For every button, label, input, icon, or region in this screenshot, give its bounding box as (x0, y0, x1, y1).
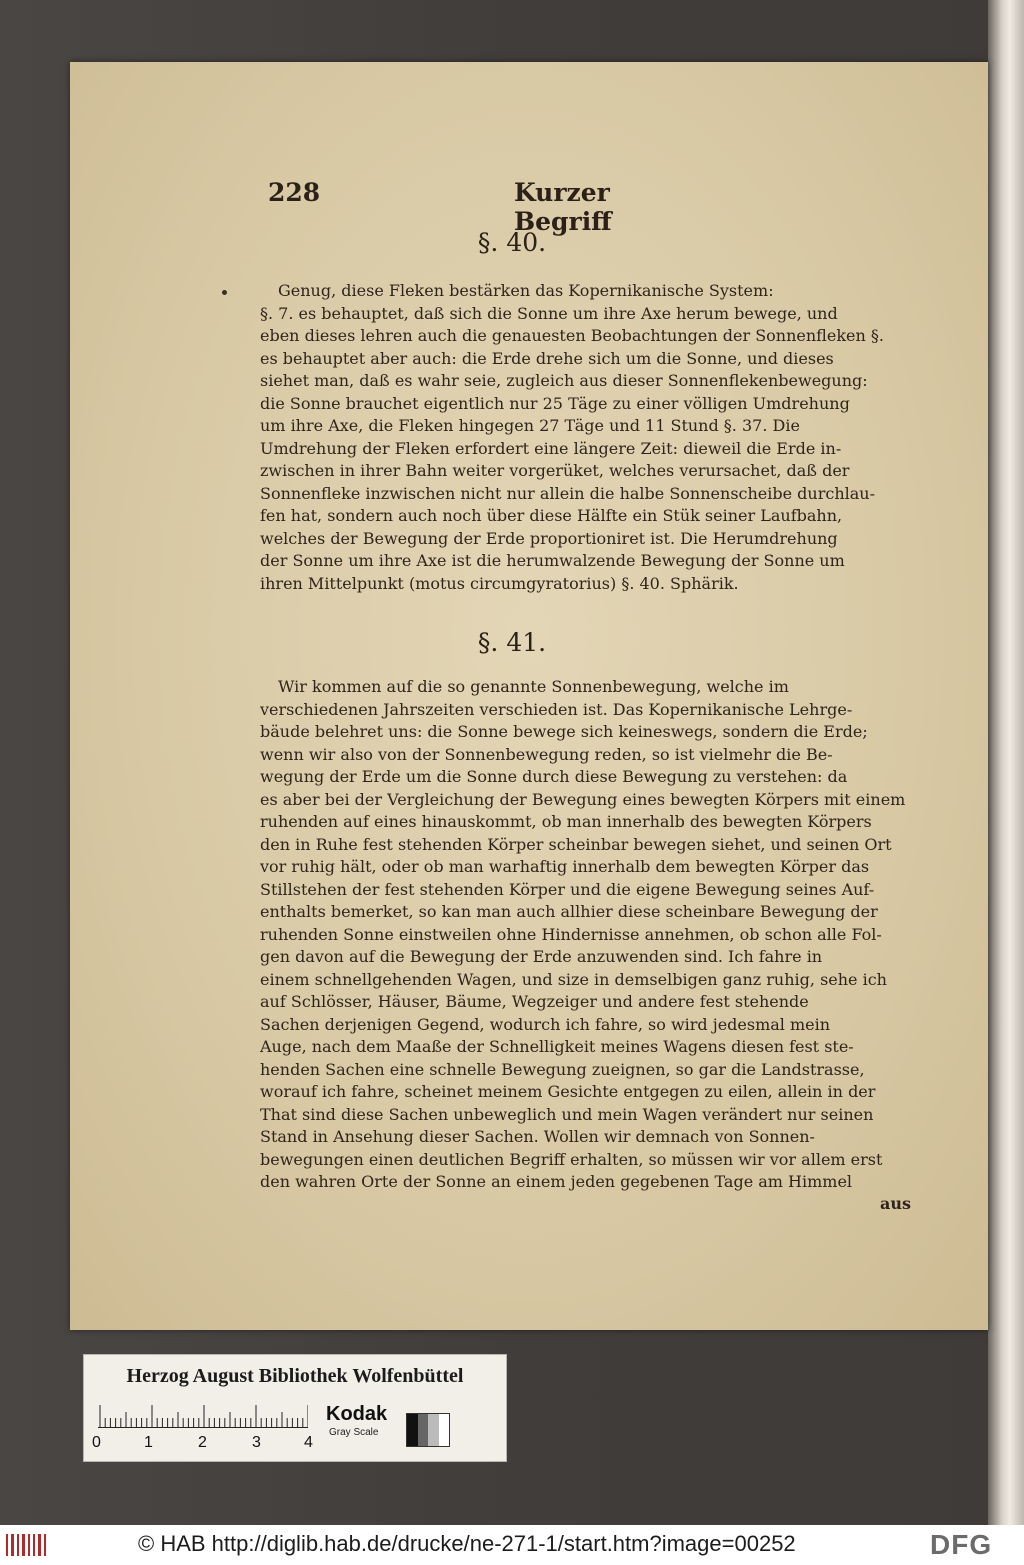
text-line: ihren Mittelpunkt (motus circumgyratorius) §. 40. Sphärik. (260, 573, 739, 593)
margin-mark (222, 290, 227, 295)
text-line: den wahren Orte der Sonne an einem jeden gegebenen Tage am Himmel (260, 1172, 853, 1191)
text-line: welches der Bewegung der Erde proportioniret ist. Die Herumdrehung (260, 528, 838, 548)
text-line: gen davon auf die Bewegung der Erde anzuwenden sind. Ich fahre in (260, 947, 823, 966)
text-line: verschiedenen Jahrszeiten verschieden ist. Das Kopernikanische Lehrge- (260, 699, 853, 719)
hab-logo-icon (6, 1534, 46, 1556)
text-line: Stand in Ansehung dieser Sachen. Wollen wir demnach von Sonnen- (260, 1127, 815, 1146)
section-41-text (260, 676, 930, 1194)
footer-bar (0, 1525, 1024, 1565)
text-line: enthalts bemerket, so kan man auch allhier diese scheinbare Bewegung der (260, 902, 878, 921)
section-title-40: §. 40. (477, 228, 547, 257)
text-line: henden Sachen eine schnelle Bewegung zueignen, so gar die Landstrasse, (260, 1059, 865, 1079)
text-line: fen hat, sondern auch noch über diese Hälfte ein Stük seiner Laufbahn, (260, 506, 843, 525)
text-line: es aber bei der Vergleichung der Bewegung eines bewegten Körpers mit einem (260, 789, 906, 809)
ruler-label: 4 (304, 1434, 313, 1451)
page-header (268, 178, 683, 236)
text-line: der Sonne um ihre Axe ist die herumwalzende Bewegung der Sonne um (260, 551, 845, 570)
text-line: wenn wir also von der Sonnenbewegung reden, so ist vielmehr die Be- (260, 744, 833, 764)
text-line: Auge, nach dem Maaße der Schnelligkeit meines Wagens diesen fest ste- (260, 1037, 854, 1056)
library-name: Herzog August Bibliothek Wolfenbüttel (126, 1365, 464, 1387)
text-line: Genug, diese Fleken bestärken das Kopernikanische System: (278, 281, 774, 300)
text-line: Wir kommen auf die so genannte Sonnenbewegung, welche im (278, 677, 789, 696)
section-title-41: §. 41. (477, 628, 547, 657)
text-line: Umdrehung der Fleken erfordert eine längere Zeit: dieweil die Erde in- (260, 438, 842, 458)
text-line: um ihre Axe, die Fleken hingegen 27 Täge und 11 Stund §. 37. Die (260, 416, 800, 435)
text-line: eben dieses lehren auch die genauesten Beobachtungen der Sonnenfleken §. (260, 326, 884, 345)
section-40-text (260, 280, 930, 595)
library-label (83, 1354, 507, 1462)
text-line: vor ruhig hält, oder ob man warhaftig innerhalb dem bewegten Körper das (260, 857, 870, 876)
text-line: es behauptet aber auch: die Erde drehe sich um die Sonne, und dieses (260, 348, 834, 368)
text-line: That sind diese Sachen unbeweglich und mein Wagen verändert nur seinen (260, 1104, 874, 1124)
text-line: den in Ruhe fest stehenden Körper scheinbar bewegen siehet, und seinen Ort (260, 834, 892, 854)
kodak-logo: Kodak (326, 1403, 388, 1425)
text-line: ruhenden Sonne einstweilen ohne Hindernisse annehmen, ob schon alle Fol- (260, 924, 882, 944)
text-line: auf Schlösser, Häuser, Bäume, Wegzeiger und andere fest stehende (260, 992, 809, 1011)
text-line: wegung der Erde um die Sonne durch diese Bewegung zu verstehen: da (260, 767, 848, 786)
footer-copyright-url[interactable]: © HAB http://diglib.hab.de/drucke/ne-271-1/start.htm?image=00252 (138, 1531, 796, 1556)
text-line: bewegungen einen deutlichen Begriff erhalten, so müssen wir vor allem erst (260, 1149, 883, 1169)
text-line: Sonnenfleke inzwischen nicht nur allein die halbe Sonnenscheibe durchlau- (260, 483, 875, 503)
ruler-label: 1 (144, 1434, 153, 1451)
ruler-label: 3 (252, 1434, 261, 1451)
text-line: bäude belehret uns: die Sonne bewege sich keineswegs, sondern die Erde; (260, 722, 868, 741)
text-line: worauf ich fahre, scheinet meinem Gesichte entgegen zu eilen, allein in der (260, 1082, 876, 1101)
text-line: Sachen derjenigen Gegend, wodurch ich fahre, so wird jedesmal mein (260, 1014, 831, 1034)
text-line: die Sonne brauchet eigentlich nur 25 Täge zu einer völligen Umdrehung (260, 393, 850, 413)
text-line: siehet man, daß es wahr seie, zugleich aus dieser Sonnenflekenbewegung: (260, 371, 868, 390)
page-number: 228 (268, 178, 321, 207)
text-line: zwischen in ihrer Bahn weiter vorgerüket, welches verursachet, daß der (260, 461, 850, 480)
text-line: §. 7. es behauptet, daß sich die Sonne um ihre Axe herum bewege, und (260, 303, 838, 323)
ruler-scale (98, 1405, 308, 1428)
text-line: Stillstehen der fest stehenden Körper und die eigene Bewegung seines Auf- (260, 879, 875, 899)
ruler-label: 0 (92, 1434, 101, 1451)
text-line: einem schnellgehenden Wagen, und size in demselbigen ganz ruhig, sehe ich (260, 969, 887, 989)
ruler-label: 2 (198, 1434, 207, 1451)
ruler-labels (92, 1434, 332, 1454)
gray-scale-swatch (406, 1413, 450, 1447)
running-head: Kurzer Begriff (514, 178, 612, 236)
kodak-subtitle: Gray Scale (329, 1427, 379, 1438)
text-line: ruhenden auf eines hinauskommt, ob man innerhalb des bewegten Körpers (260, 812, 872, 831)
dfg-logo: DFG (930, 1529, 993, 1560)
catch-word: aus (880, 1194, 912, 1213)
